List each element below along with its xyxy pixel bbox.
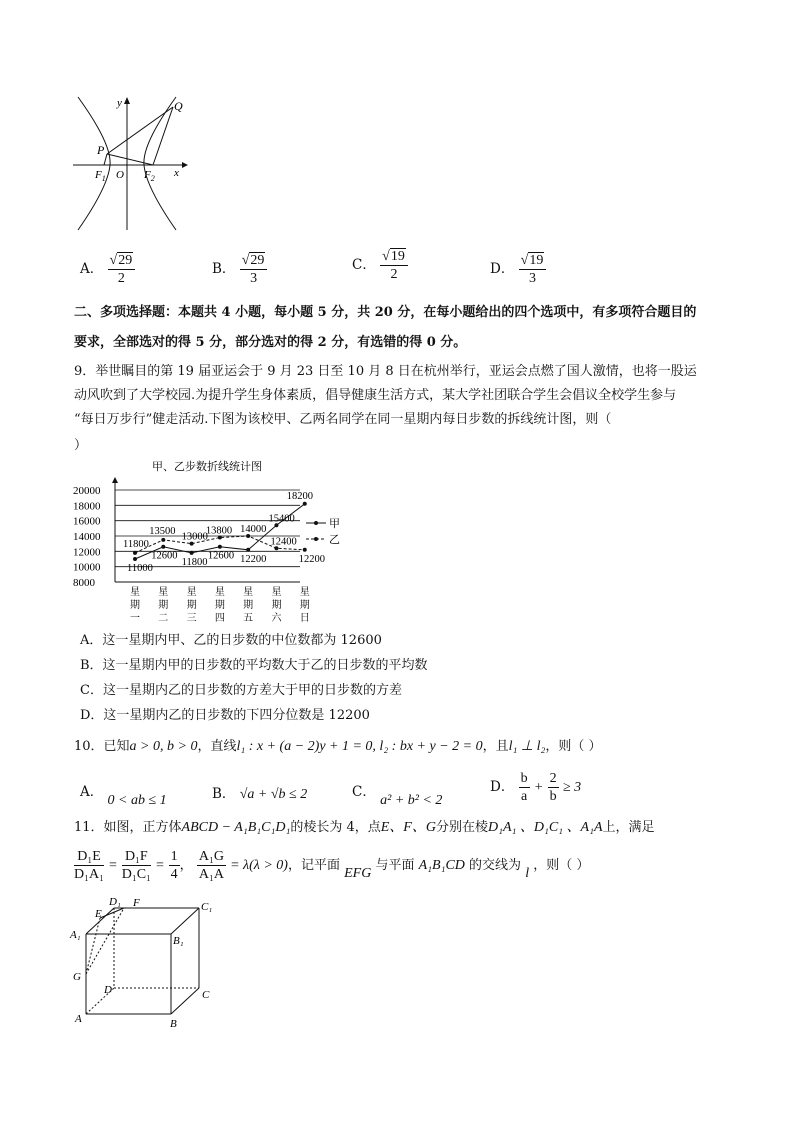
q8-option-c[interactable]: C． $\frac{√19}{2}$ [352,248,408,283]
cube-figure [66,896,226,1036]
data-label: 15400 [268,513,295,525]
y-tick-label: 8000 [73,577,95,589]
q8-option-b[interactable]: B． $\frac{√29}{3}$ [212,252,267,287]
q8-option-d[interactable]: D． $\frac{√19}{3}$ [490,252,546,287]
x-tick-label: 星期日 [299,587,310,624]
step-count-line-chart [70,456,360,626]
data-label: 12200 [240,553,267,565]
q10-option-c[interactable]: C． a² + b² < 2 [352,784,443,808]
data-label: 18200 [286,490,313,502]
y-tick-label: 10000 [73,561,101,574]
q9-option-d[interactable]: D．这一星期内乙的日步数的下四分位数是 12200 [80,708,370,723]
fig-label-x: x [174,167,179,179]
cube-label-g: G [73,971,81,983]
fig-label-p: P [97,143,105,157]
data-label: 11000 [127,563,153,574]
data-label: 13500 [149,525,176,537]
data-label: 11800 [181,556,208,568]
fig-label-f2: $F_2$ [144,169,155,183]
y-tick-label: 20000 [73,485,101,497]
data-point [218,545,222,549]
data-label: 11800 [123,538,149,550]
cube-label-a: A [75,1013,82,1025]
cube-label-d1: D₁ [109,896,121,908]
x-tick-label: 星期四 [214,587,225,624]
chart-title: 甲、乙步数折线统计图 [152,461,262,473]
cube-label-d: D [104,984,112,996]
data-label: 12200 [298,553,325,565]
q9-line-4: ） [74,438,88,453]
q9-option-a[interactable]: A．这一星期内甲、乙的日步数的中位数都为 12600 [80,633,382,648]
cube-label-f: F [133,897,140,909]
legend-marker [314,537,318,541]
data-point [190,551,194,555]
q11-stem-line-2: $\frac{\text{D₁E}}{\text{D₁A₁}}$ = $\frac{\text{D₁F}}{\text{D₁C₁}}$ = $\frac{1}{4}$ ， $\frac{\text{A₁G}}{\text{A₁A}}$ = λ(λ > 0)，记平面 EFG 与平面 A₁B₁CD 的交线为 l ，则（ ） [74,849,590,882]
q9-line-3: “每日万步行”健走活动.下图为该校甲、乙两名同学在同一星期内每日步数的拆线统计图，则（ [74,412,612,427]
data-label: 14000 [240,524,267,535]
data-point [133,551,137,555]
q10-option-a[interactable]: A． 0 < ab ≤ 1 [80,784,167,808]
fig-label-q: Q [174,99,183,113]
data-label: 12600 [207,550,235,562]
x-tick-label: 星期一 [130,587,140,624]
data-label: 13800 [205,525,233,537]
fig-label-o: O [116,169,124,181]
y-tick-label: 18000 [73,500,101,513]
data-label: 12400 [270,536,297,548]
q10-option-b[interactable]: B． √a + √b ≤ 2 [212,786,308,802]
data-point [161,538,165,542]
q9-option-c[interactable]: C．这一星期内乙的日步数的方差大于甲的日步数的方差 [80,683,402,698]
y-tick-label: 14000 [73,531,101,543]
data-point [161,545,165,549]
section-2-header-line-2: 要求，全部选对的得 5 分，部分选对的得 2 分，有选错的得 0 分。 [74,335,467,350]
legend-label: 甲 [329,518,340,530]
cube-label-a1: A₁ [70,929,81,941]
cube-label-c1: C₁ [201,901,213,913]
fig-label-f1: $F_1$ [95,169,106,183]
y-axis-arrow [112,477,118,483]
cube-label-b1: B₁ [173,935,184,947]
cube-label-c: C [202,989,210,1001]
section-2-header-line-1: 二、多项选择题：本题共 4 小题，每小题 5 分，共 20 分，在每小题给出的四个选项中，有多项符合题目的 [74,305,697,320]
legend-label: 乙 [329,534,340,546]
data-point [133,557,137,561]
q10-option-d[interactable]: D． $\frac{b}{a}$ + $\frac{2}{b}$ ≥ 3 [490,771,582,804]
q9-line-1: 9．举世瞩目的第 19 届亚运会于 9 月 23 日至 10 月 8 日在杭州举行，亚运会点燃了国人激情，也将一股运 [74,364,697,379]
hyperbola-figure [70,92,195,232]
data-point [303,548,307,552]
q10-stem: 10．已知a > 0, b > 0，直线l₁ : x + (a − 2)y + 1 = 0, l₂ : bx + y − 2 = 0，且l₁ ⊥ l₂，则（ ） [74,739,602,754]
x-tick-label: 星期三 [186,587,197,624]
q8-option-a[interactable]: A． $\frac{√29}{2}$ [80,252,135,287]
cube-label-b: B [170,1018,177,1030]
data-label: 13000 [181,531,208,543]
y-tick-label: 16000 [73,515,101,528]
data-point [303,502,307,506]
x-tick-label: 星期五 [243,587,254,624]
x-tick-label: 星期二 [158,587,169,624]
data-point [246,548,250,552]
cube-label-e: E [95,908,102,920]
q9-line-2: 动风吹到了大学校园.为提升学生身体素质，倡导健康生活方式，某大学社团联合学生会倡议全校学生参与 [74,388,677,403]
legend-marker [314,521,318,525]
q9-option-b[interactable]: B．这一星期内甲的日步数的平均数大于乙的日步数的平均数 [80,658,428,673]
y-tick-label: 12000 [73,546,101,559]
data-label: 12600 [151,550,178,562]
fig-label-y: y [117,97,122,109]
x-tick-label: 星期六 [271,587,282,624]
q11-stem-line-1: 11．如图，正方体ABCD − A₁B₁C₁D₁的棱长为 4，点E、F、G分别在棱D₁A₁ 、D₁C₁ 、A₁A上，满足 [74,820,655,835]
